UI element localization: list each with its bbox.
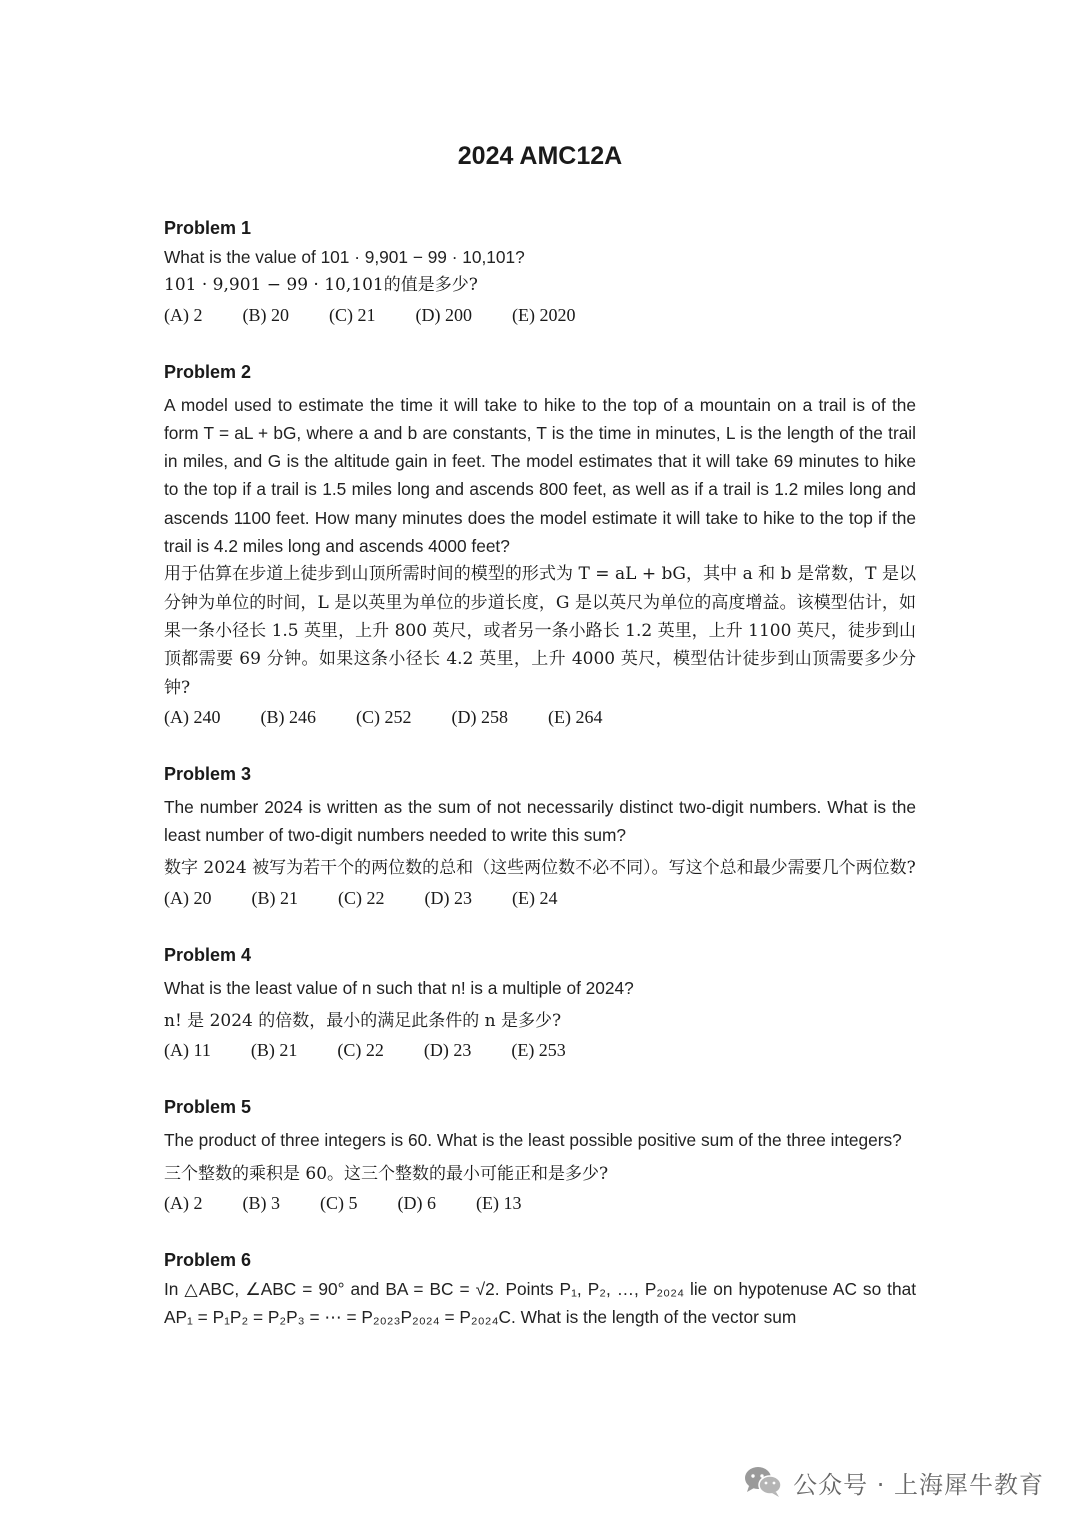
problem-3 [164, 760, 916, 913]
problem-text-en: The number 2024 is written as the sum of not necessarily distinct two-digit numbers. What is the least number of two-digit numbers needed to write this sum? [164, 796, 916, 846]
problem-text-en: What is the least value of n such that n! is a multiple of 2024? [164, 977, 634, 998]
answer-choice: (D) 23 [424, 887, 472, 908]
problem-1 [164, 214, 916, 330]
answer-choices [164, 883, 916, 913]
answer-choice: (B) 21 [250, 1040, 298, 1061]
answer-choice: (E) 253 [511, 1040, 566, 1061]
problem-text-zh: 101 · 9,901 − 99 · 10,101的值是多少? [164, 275, 478, 296]
problem-heading: Problem 4 [164, 944, 252, 965]
problem-heading: Problem 3 [164, 763, 252, 784]
problem-heading: Problem 2 [164, 361, 252, 382]
answer-choice: (A) 11 [164, 1040, 211, 1061]
answer-choice: (E) 2020 [512, 304, 576, 325]
answer-choice: (D) 258 [451, 706, 508, 727]
watermark [743, 1460, 1044, 1504]
problem-text-en: A model used to estimate the time it will take to hike to the top of a mountain on a trail is of the form T = aL + bG, where a and b are constants, T is the time in minutes, L is the length of the trail in miles, and G is the altitude gain in feet. The model estimates that it will take 69 minutes to hike to the top if a trail is 1.5 miles long and ascends 800 feet, as well as if a trail is 1.2 miles long and ascends 1100 feet. How many minutes does the model estimate it will take to hike to the top if the trail is 4.2 miles long and ascends 4000 feet? [164, 394, 916, 557]
answer-choice: (B) 21 [251, 887, 298, 908]
answer-choice: (D) 200 [415, 304, 472, 325]
answer-choice: (B) 20 [242, 304, 289, 325]
problem-text-zh: n! 是 2024 的倍数，最小的满足此条件的 n 是多少? [164, 1011, 562, 1032]
answer-choice: (C) 22 [337, 1040, 384, 1061]
problem-heading: Problem 1 [164, 218, 252, 238]
problem-text-zh: 用于估算在步道上徒步到山顶所需时间的模型的形式为 T = aL + bG，其中 a 和 b 是常数，T 是以分钟为单位的时间，L 是以英里为单位的步道长度，G 是以英尺为单位的高度增益。该模型估计，如果一条小径长 1.5 英里，上升 800 英尺，或者另一条小路长 1.2 英里，上升 1100 英尺，徒步到山顶都需要 69 分钟。如果这条小径长 4.2 英里，上升 4000 英尺，模型估计徒步到山顶需要多少分钟? [164, 564, 916, 698]
watermark-text: 公众号 · 上海犀牛教育 [793, 1470, 1044, 1499]
problem-5 [164, 1093, 916, 1218]
answer-choice: (D) 6 [397, 1192, 436, 1213]
answer-choice: (C) 22 [338, 887, 385, 908]
answer-choice: (A) 20 [164, 887, 212, 908]
problem-2 [164, 358, 916, 732]
answer-choice: (B) 246 [260, 706, 316, 727]
answer-choice: (C) 21 [329, 304, 376, 325]
problem-text-zh: 数字 2024 被写为若干个的两位数的总和（这些两位数不必不同）。写这个总和最少需要几个两位数? [164, 858, 916, 879]
answer-choices [164, 300, 916, 330]
answer-choice: (E) 13 [476, 1192, 522, 1213]
problem-heading: Problem 6 [164, 1249, 252, 1270]
answer-choices [164, 1188, 916, 1218]
problem-text-en: The product of three integers is 60. What is the least possible positive sum of the three integers? [164, 1130, 902, 1151]
answer-choices [164, 702, 916, 732]
problem-heading: Problem 5 [164, 1097, 252, 1118]
problem-text-en: In △ABC, ∠ABC = 90° and BA = BC = √2. Points P₁, P₂, …, P₂₀₂₄ lie on hypotenuse AC so that AP₁ = P₁P₂ = P₂P₃ = ⋯ = P₂₀₂₃P₂₀₂₄ = P₂₀₂₄C. What is the length of the vector sum [164, 1278, 916, 1328]
problem-text-zh: 三个整数的乘积是 60。这三个整数的最小可能正和是多少? [164, 1163, 609, 1184]
answer-choices [164, 1035, 916, 1065]
answer-choice: (E) 264 [548, 706, 603, 727]
answer-choice: (B) 3 [242, 1192, 280, 1213]
answer-choice: (D) 23 [423, 1040, 472, 1061]
problem-6 [164, 1246, 916, 1332]
answer-choice: (A) 2 [164, 1192, 203, 1213]
answer-choice: (A) 2 [164, 304, 203, 325]
page-title: 2024 AMC12A [457, 142, 623, 170]
problem-4 [164, 941, 916, 1066]
problem-text-en: What is the value of 101 · 9,901 − 99 · 10,101? [164, 247, 525, 267]
answer-choice: (C) 252 [356, 706, 412, 727]
problem-list [164, 214, 916, 1332]
answer-choice: (A) 240 [164, 706, 221, 727]
answer-choice: (C) 5 [320, 1192, 358, 1213]
wechat-icon [743, 1465, 783, 1499]
answer-choice: (E) 24 [512, 887, 558, 908]
